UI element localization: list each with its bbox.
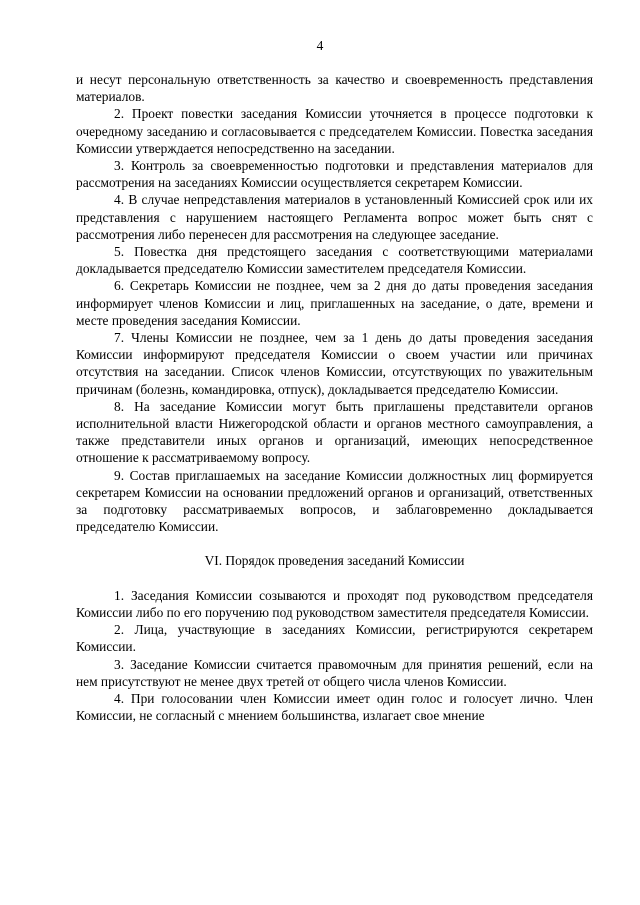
paragraph: 4. При голосовании член Комиссии имеет один голос и голосует лично. Член Комиссии, не согласный с мнением большинства, излагает свое мнение: [76, 690, 593, 724]
paragraph: 2. Лица, участвующие в заседаниях Комиссии, регистрируются секретарем Комиссии.: [76, 622, 593, 655]
paragraph: 9. Состав приглашаемых на заседание Комиссии должностных лиц формируется секретарем Комиссии на основании предложений органов и организаций, ответственных за подготовку рассматриваемых вопросов, и заблаговременно докладывается председателю Комиссии.: [76, 467, 593, 535]
paragraph: 3. Заседание Комиссии считается правомочным для принятия решений, если на нем присутствуют не менее двух третей от общего числа членов Комиссии.: [76, 656, 593, 689]
paragraphs-section-vi: [76, 587, 593, 725]
paragraph: 7. Члены Комиссии не позднее, чем за 1 день до даты проведения заседания Комиссии информируют председателя Комиссии о своем участии или причинах отсутствия на заседании. Список членов Комиссии, отсутствующих по уважительным причинам (болезнь, командировка, отпуск), докладывается председателю Комиссии.: [76, 330, 593, 397]
page-number: 4: [316, 38, 324, 53]
document-body: [76, 71, 593, 724]
paragraph: 3. Контроль за своевременностью подготовки и представления материалов для рассмотрения на заседаниях Комиссии осуществляется секретарем Комиссии.: [76, 158, 593, 191]
paragraph: 1. Заседания Комиссии созываются и проходят под руководством председателя Комиссии либо по его поручению под руководством заместителя председателя Комиссии.: [76, 587, 593, 620]
section-heading: VI. Порядок проведения заседаний Комиссии: [204, 553, 465, 569]
paragraph: 4. В случае непредставления материалов в установленный Комиссией срок или их представления с нарушением настоящего Регламента вопрос может быть снят с рассмотрения либо перенесен для рассмотрения на следующее заседание.: [76, 192, 593, 242]
paragraph: 6. Секретарь Комиссии не позднее, чем за 2 дня до даты проведения заседания информирует членов Комиссии и лиц, приглашенных на заседание, о дате, времени и месте проведения заседания Комиссии.: [76, 278, 593, 328]
paragraph: 8. На заседание Комиссии могут быть приглашены представители органов исполнительной власти Нижегородской области и органов местного самоуправления, а также представители иных органов и организаций, имеющих непосредственное отношение к рассматриваемому вопросу.: [76, 398, 593, 466]
paragraphs-section-v: [76, 71, 593, 535]
paragraph: 5. Повестка дня предстоящего заседания с соответствующими материалами докладывается председателю Комиссии заместителем председателя Комиссии.: [76, 244, 593, 277]
paragraph: и несут персональную ответственность за качество и своевременность представления материалов.: [76, 72, 593, 105]
paragraph: 2. Проект повестки заседания Комиссии уточняется в процессе подготовки к очередному заседанию и согласовывается с председателем Комиссии. Повестка заседания Комиссии утверждается непосредственно на заседании.: [76, 106, 593, 156]
